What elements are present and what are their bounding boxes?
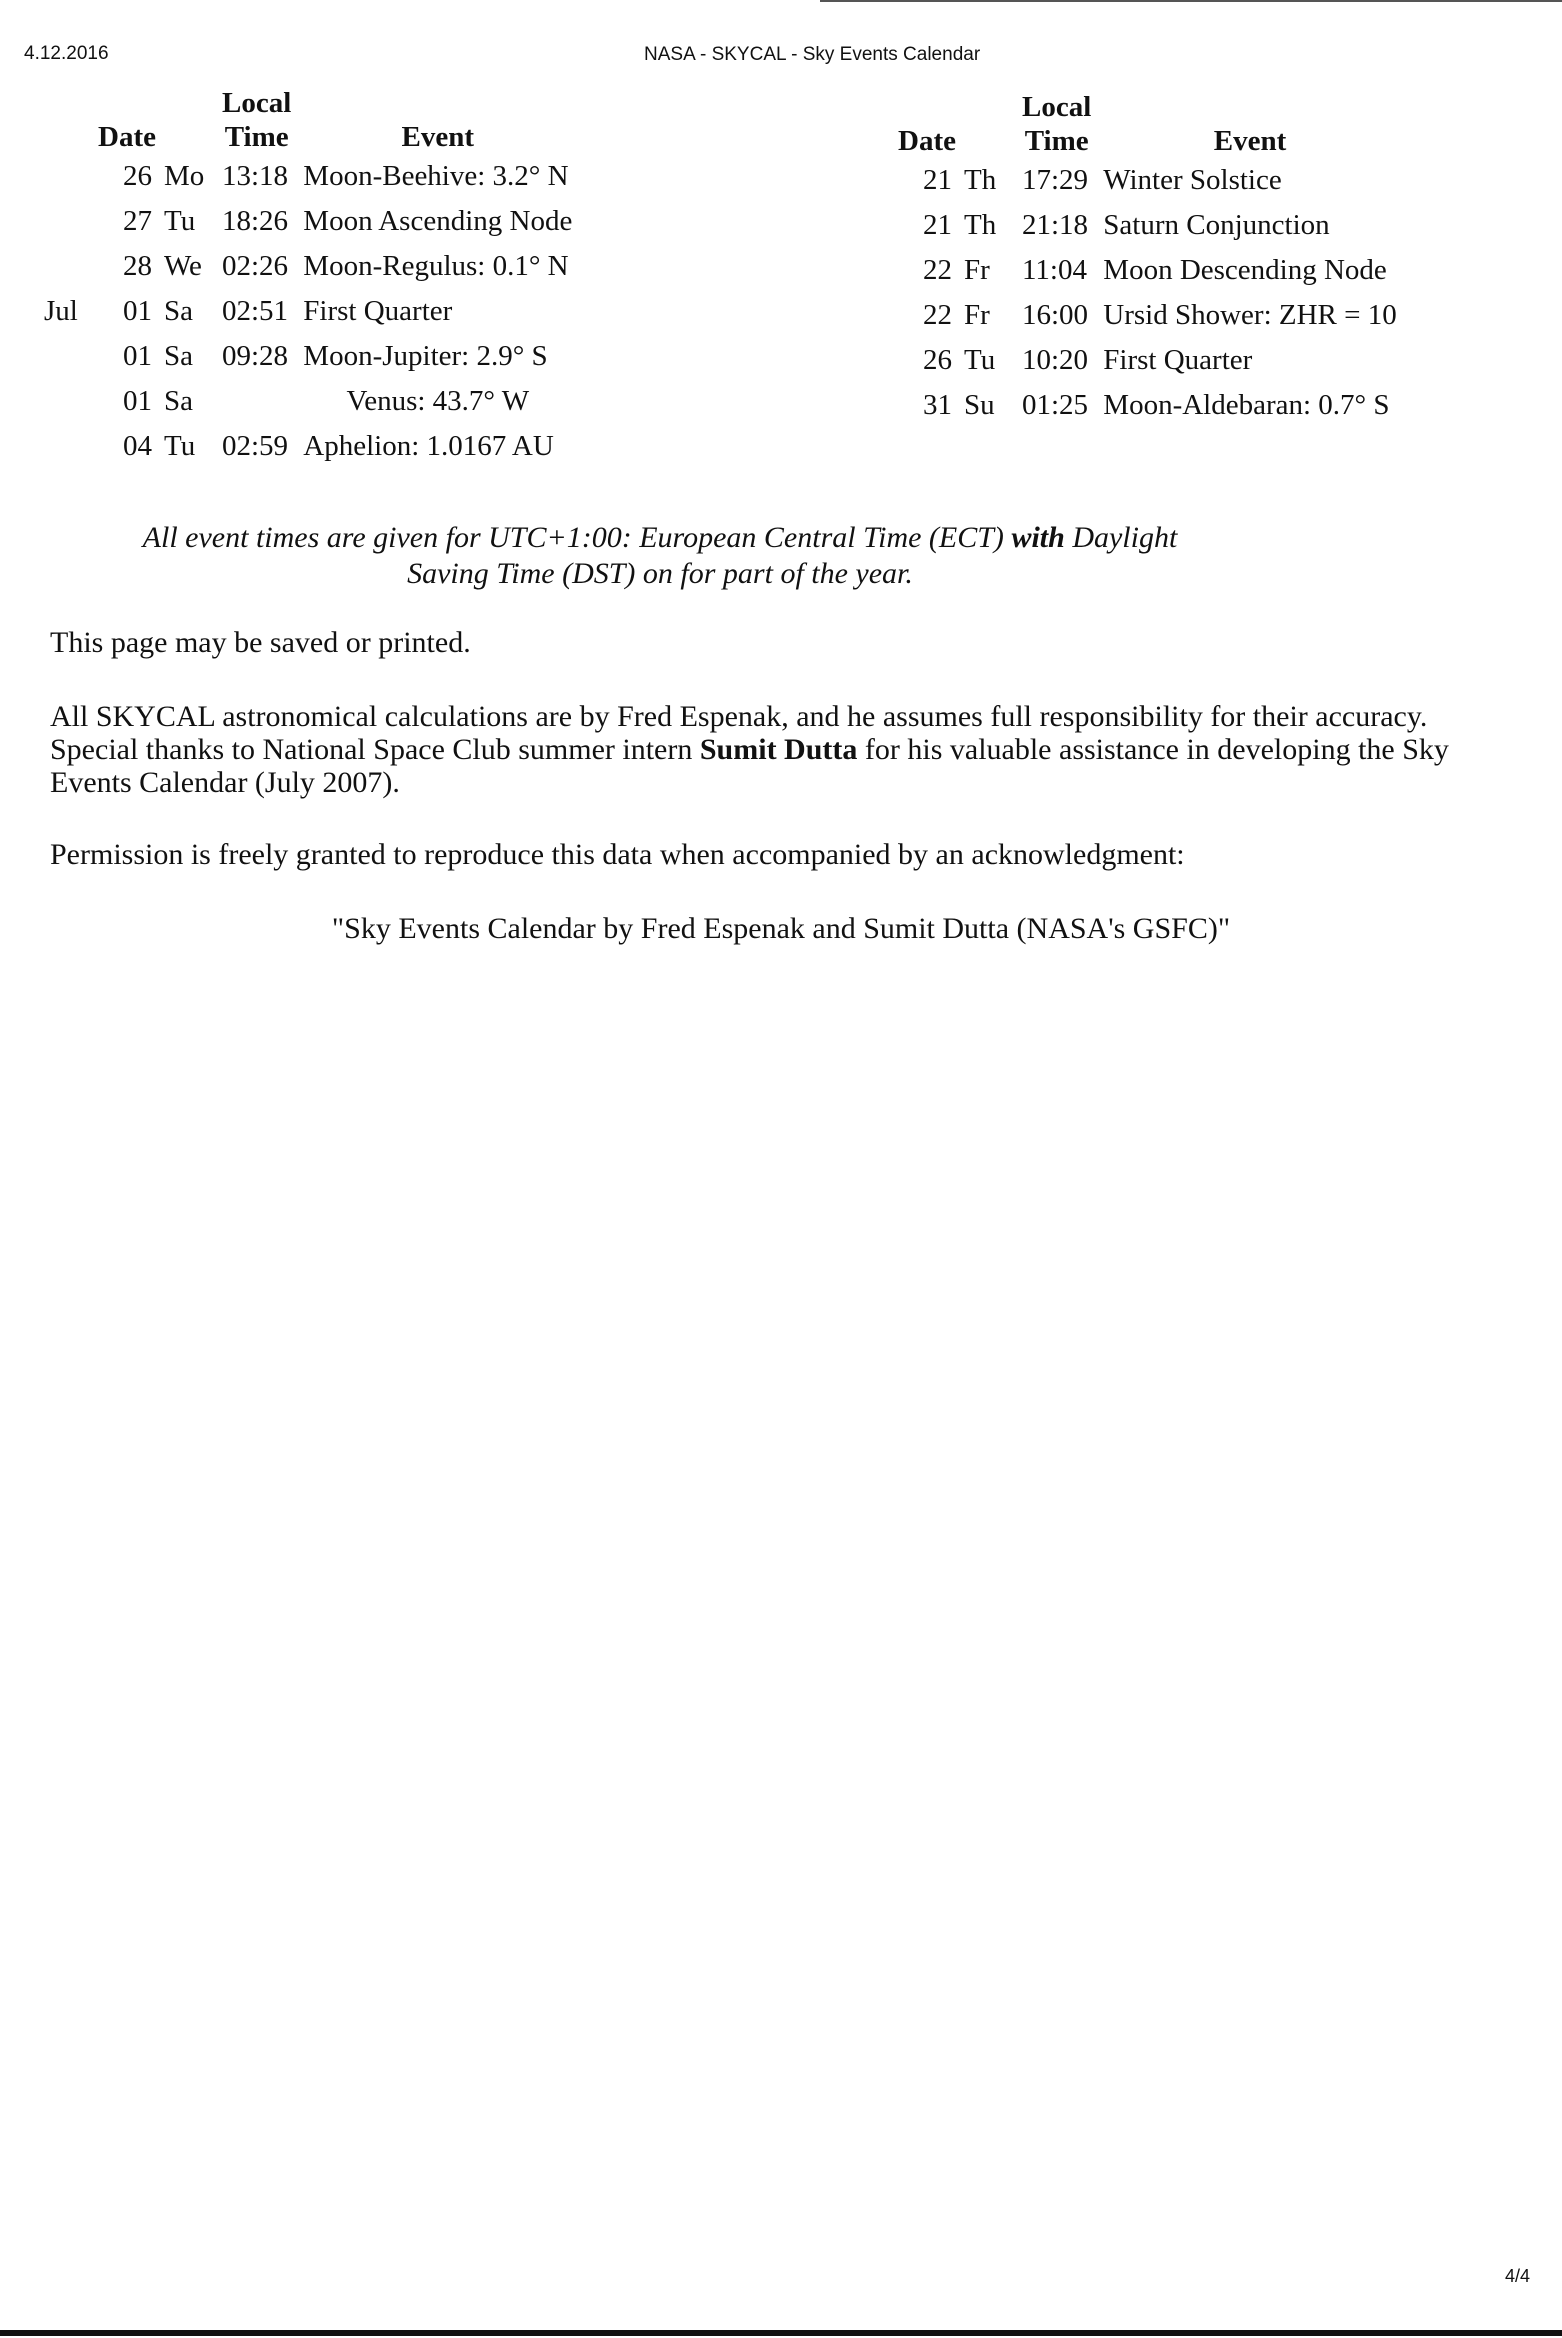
event-cell: Moon-Beehive: 3.2° N: [303, 160, 569, 192]
header-local-time: [1016, 90, 1097, 158]
event-cell: Saturn Conjunction: [1103, 209, 1330, 241]
event-cell: Winter Solstice: [1103, 164, 1282, 196]
weekday-cell: Sa: [164, 385, 193, 417]
table-row: [38, 334, 578, 379]
month-cell: [38, 379, 108, 424]
table-row: [838, 203, 1403, 248]
month-cell: [38, 424, 108, 469]
weekday-cell: Sa: [164, 295, 193, 327]
time-cell: 02:26: [222, 250, 289, 282]
weekday-cell: Mo: [164, 160, 205, 192]
weekday-cell: Th: [964, 164, 997, 196]
table-row: [838, 248, 1403, 293]
credits-part1: All SKYCAL astronomical calculations are by Fred Espenak, and he assumes full responsibility for their accuracy. Special thanks to National Space Club summer intern: [50, 700, 1428, 766]
table-row: [838, 293, 1403, 338]
day-cell: 01: [123, 295, 152, 327]
time-cell: 09:28: [222, 340, 289, 372]
events-table-right: [838, 90, 1403, 428]
month-cell: [38, 244, 108, 289]
day-cell: 27: [123, 205, 152, 237]
table-row: [38, 154, 578, 199]
timezone-note-part1: All event times are given for UTC+1:00: European Central Time (ECT): [142, 521, 1004, 554]
time-cell: 02:51: [222, 295, 289, 327]
print-date: 4.12.2016: [24, 43, 109, 64]
weekday-cell: Th: [964, 209, 997, 241]
month-cell: [38, 334, 108, 379]
header-date: Date: [898, 125, 956, 157]
day-cell: 26: [123, 160, 152, 192]
table-header-row: [38, 86, 578, 154]
permission-paragraph: Permission is freely granted to reproduce this data when accompanied by an acknowledgment:: [50, 838, 1185, 871]
weekday-cell: We: [164, 250, 202, 282]
time-cell: [216, 379, 297, 424]
table-row: [38, 244, 578, 289]
day-cell: 04: [123, 430, 152, 462]
header-local-time-line2: Time: [1024, 125, 1089, 157]
month-cell: [838, 338, 908, 383]
event-cell: Moon Descending Node: [1103, 254, 1387, 286]
event-cell: Aphelion: 1.0167 AU: [303, 430, 554, 462]
timezone-note-line2: Saving Time (DST) on for part of the year.: [407, 557, 913, 590]
weekday-cell: Sa: [164, 340, 193, 372]
event-cell: First Quarter: [1103, 344, 1253, 376]
event-cell: Moon-Aldebaran: 0.7° S: [1103, 389, 1390, 421]
weekday-cell: Tu: [964, 344, 996, 376]
credits-intern-name: Sumit Dutta: [699, 733, 858, 766]
month-cell: [838, 248, 908, 293]
header-local-time-line2: Time: [224, 121, 289, 153]
month-cell: [838, 158, 908, 203]
month-cell: [38, 154, 108, 199]
table-row: [38, 199, 578, 244]
time-cell: 16:00: [1022, 299, 1089, 331]
page-number: 4/4: [1505, 2266, 1531, 2286]
page-title: NASA - SKYCAL - Sky Events Calendar: [644, 44, 981, 65]
time-cell: 01:25: [1022, 389, 1089, 421]
day-cell: 22: [923, 299, 952, 331]
time-cell: 02:59: [222, 430, 289, 462]
day-cell: 21: [923, 209, 952, 241]
event-cell: First Quarter: [303, 295, 453, 327]
table-row: [38, 289, 578, 334]
event-cell: Moon Ascending Node: [303, 205, 573, 237]
time-cell: 21:18: [1022, 209, 1089, 241]
event-cell: Moon-Jupiter: 2.9° S: [303, 340, 548, 372]
timezone-note-part2: Daylight: [1072, 521, 1178, 554]
table-row: [38, 424, 578, 469]
table-row: [838, 158, 1403, 203]
day-cell: 22: [923, 254, 952, 286]
month-cell: [838, 383, 908, 428]
day-cell: 21: [923, 164, 952, 196]
header-event: Event: [1213, 125, 1287, 157]
day-cell: 31: [923, 389, 952, 421]
event-cell: Venus: 43.7° W: [346, 385, 530, 417]
month-cell: [838, 293, 908, 338]
top-rule: [820, 0, 1562, 2]
header-event: Event: [401, 121, 475, 153]
time-cell: 10:20: [1022, 344, 1089, 376]
time-cell: 13:18: [222, 160, 289, 192]
table-row: [838, 383, 1403, 428]
month-cell: [38, 199, 108, 244]
table-row: [838, 338, 1403, 383]
month-cell: [838, 203, 908, 248]
credits-part2: for his valuable assistance in developing the Sky Events Calendar (July 2007).: [50, 733, 1449, 799]
events-table-left: [38, 86, 578, 469]
time-cell: 18:26: [222, 205, 289, 237]
event-cell: Ursid Shower: ZHR = 10: [1103, 299, 1397, 331]
weekday-cell: Tu: [164, 205, 196, 237]
timezone-note-bold: with: [1011, 521, 1065, 554]
saved-note: This page may be saved or printed.: [50, 626, 471, 659]
event-cell: Moon-Regulus: 0.1° N: [303, 250, 569, 282]
header-local-time-line1: Local: [222, 87, 292, 119]
day-cell: 28: [123, 250, 152, 282]
weekday-cell: Su: [964, 389, 995, 421]
header-local-time-line1: Local: [1022, 91, 1092, 123]
table-row: [38, 379, 578, 424]
day-cell: 26: [923, 344, 952, 376]
time-cell: 17:29: [1022, 164, 1089, 196]
timezone-note: [70, 520, 1250, 592]
day-cell: 01: [123, 340, 152, 372]
weekday-cell: Fr: [964, 254, 990, 286]
weekday-cell: Fr: [964, 299, 990, 331]
header-local-time: [216, 86, 297, 154]
header-date: Date: [98, 121, 156, 153]
table-header-row: [838, 90, 1403, 158]
citation: "Sky Events Calendar by Fred Espenak and Sumit Dutta (NASA's GSFC)": [331, 912, 1231, 945]
day-cell: 01: [123, 385, 152, 417]
credits-paragraph: [50, 700, 1490, 799]
month-cell: Jul: [44, 295, 78, 327]
time-cell: 11:04: [1022, 254, 1087, 286]
weekday-cell: Tu: [164, 430, 196, 462]
bottom-rule: [0, 2330, 1562, 2336]
